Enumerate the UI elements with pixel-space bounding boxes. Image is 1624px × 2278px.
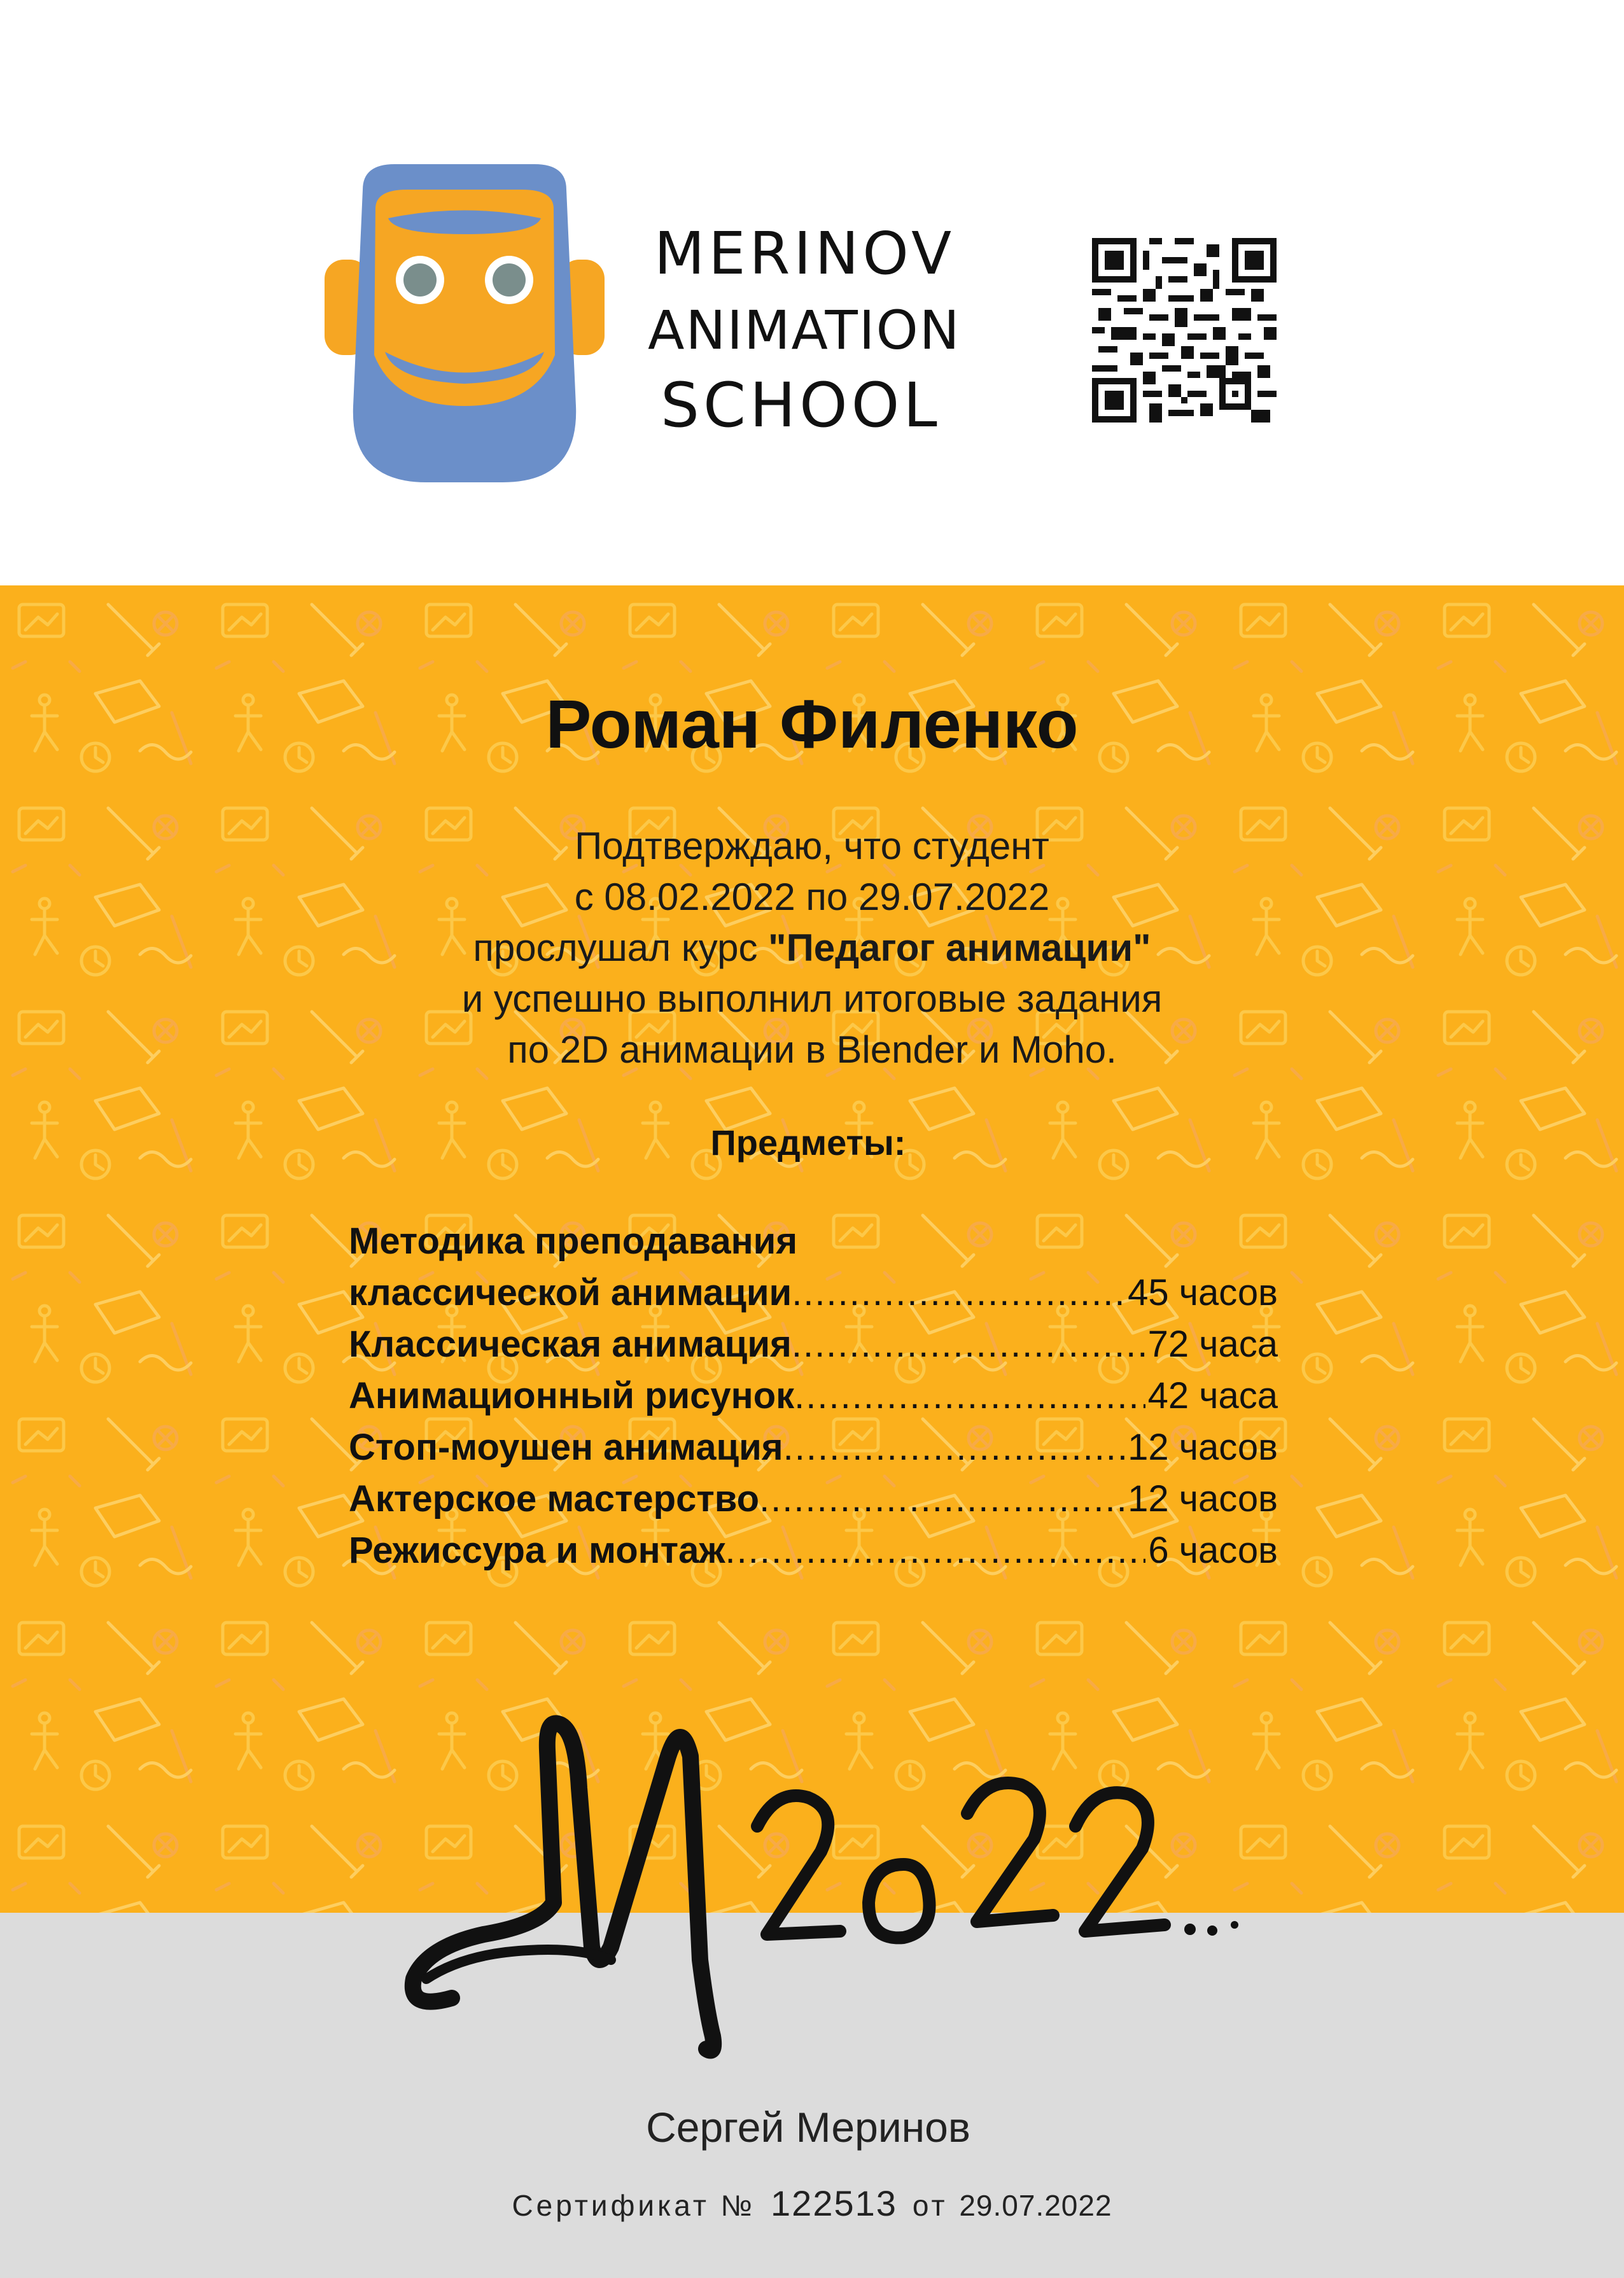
logo-line-3: SCHOOL xyxy=(661,370,941,441)
subject-name: Актерское мастерство xyxy=(349,1478,760,1520)
school-logo-text xyxy=(648,210,1042,445)
dot-leader xyxy=(725,1525,1145,1576)
subject-row xyxy=(349,1473,1278,1525)
subject-row xyxy=(349,1318,1278,1370)
subject-row xyxy=(349,1422,1278,1473)
dot-leader xyxy=(792,1267,1125,1318)
subject-hours: 45 часов xyxy=(1128,1272,1278,1313)
subject-first-line: Методика преподавания xyxy=(349,1220,798,1262)
certificate-header xyxy=(0,0,1624,585)
subject-hours: 12 часов xyxy=(1128,1427,1278,1468)
certificate-number: 122513 xyxy=(771,2183,897,2223)
subject-hours: 12 часов xyxy=(1128,1478,1278,1520)
qr-code-icon xyxy=(1092,238,1277,423)
course-name: "Педагог анимации" xyxy=(768,926,1151,969)
confirmation-text xyxy=(239,821,1385,1075)
dot-leader xyxy=(759,1473,1125,1525)
certificate-date: 29.07.2022 xyxy=(959,2189,1112,2222)
subject-name: Стоп-моушен анимация xyxy=(349,1427,783,1468)
dot-leader xyxy=(783,1422,1126,1473)
subject-hours: 72 часа xyxy=(1147,1324,1278,1365)
intro-line-2: с 08.02.2022 по 29.07.2022 xyxy=(574,876,1050,918)
intro-line-3 xyxy=(239,923,1385,974)
intro-line-1: Подтверждаю, что студент xyxy=(575,825,1049,867)
dot-leader xyxy=(794,1370,1145,1422)
subject-name: классической анимации xyxy=(349,1272,792,1313)
subjects-list xyxy=(349,1215,1278,1576)
robot-mascot-icon xyxy=(325,164,605,482)
handwritten-signature xyxy=(401,1680,1279,2074)
subject-name: Классическая анимация xyxy=(349,1324,792,1365)
certificate-label: Сертификат № xyxy=(512,2189,756,2222)
subject-name: Режиссура и монтаж xyxy=(349,1530,725,1571)
intro-course-prefix: прослушал курс xyxy=(473,926,769,969)
logo-line-1: MERINOV xyxy=(654,220,956,288)
subject-row xyxy=(349,1370,1278,1422)
intro-line-4: и успешно выполнил итоговые задания xyxy=(461,977,1163,1020)
certificate-date-label: от xyxy=(912,2189,948,2222)
certificate-number-line xyxy=(0,2183,1624,2224)
signer-name: Сергей Меринов xyxy=(646,2104,970,2151)
dot-leader xyxy=(792,1318,1145,1370)
subject-name: Анимационный рисунок xyxy=(349,1375,795,1416)
subject-hours: 42 часа xyxy=(1147,1375,1278,1416)
subject-row xyxy=(349,1525,1278,1576)
subject-row xyxy=(349,1267,1278,1318)
subject-hours: 6 часов xyxy=(1148,1530,1278,1571)
subjects-title: Предметы: xyxy=(710,1122,906,1163)
student-name: Роман Филенко xyxy=(545,685,1079,762)
logo-line-2: ANIMATION xyxy=(648,299,961,361)
intro-line-5: по 2D анимации в Blender и Moho. xyxy=(507,1028,1117,1071)
